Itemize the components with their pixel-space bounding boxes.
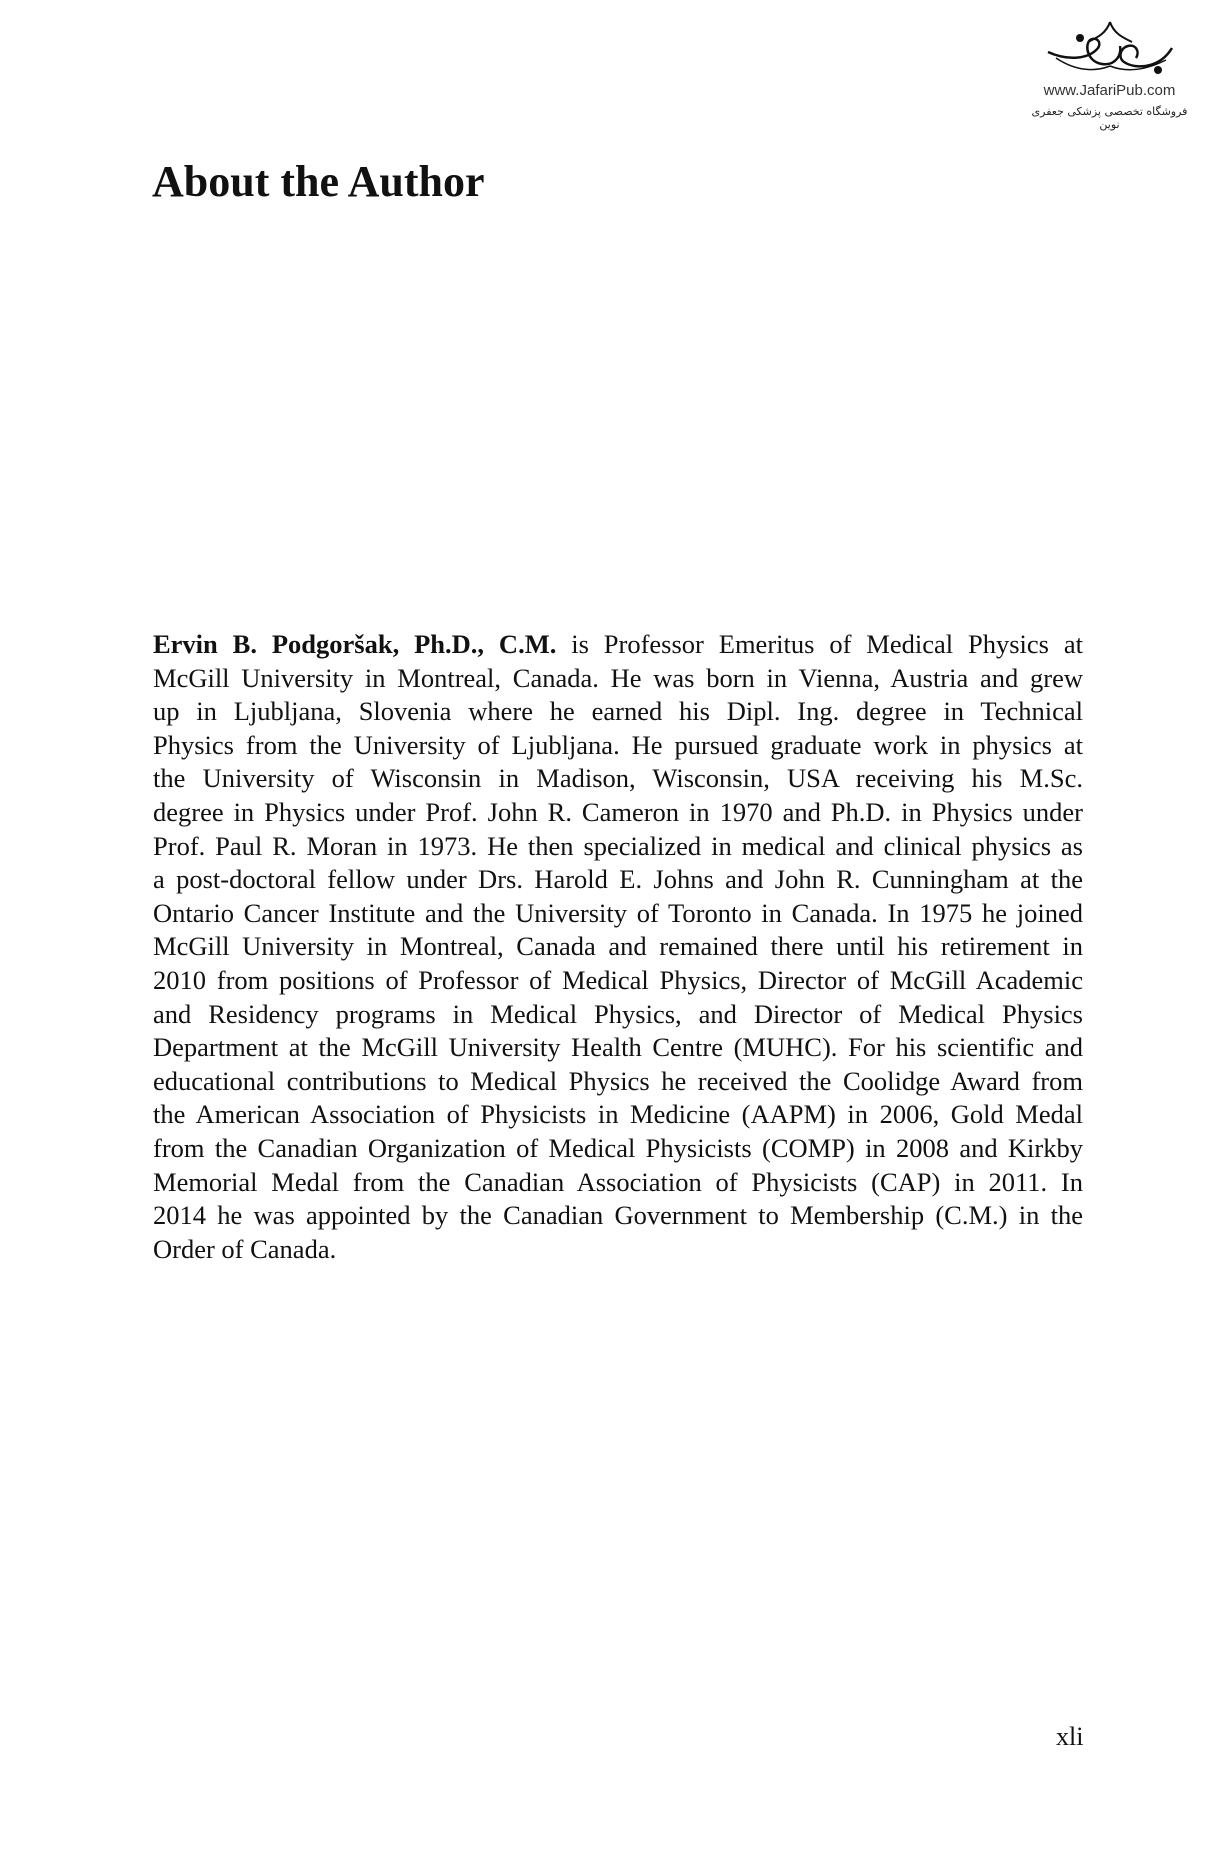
bio-line: educational contributions to Medical Physics he received the Coolidge Award from bbox=[153, 1065, 1083, 1096]
bio-line: the University of Wisconsin in Madison, Wisconsin, USA receiving his M.Sc. bbox=[153, 763, 1083, 794]
bio-line: and Residency programs in Medical Physics, and Director of Medical Physics bbox=[153, 998, 1083, 1029]
bio-line: the American Association of Physicists in Medicine (AAPM) in 2006, Gold Medal bbox=[153, 1099, 1083, 1130]
bio-line: Memorial Medal from the Canadian Association of Physicists (CAP) in 2011. In bbox=[153, 1166, 1083, 1197]
bio-line: McGill University in Montreal, Canada and remained there until his retirement in bbox=[153, 931, 1083, 962]
bio-first-line-text: is Professor Emeritus of Medical Physics at bbox=[556, 629, 1083, 659]
bio-line bbox=[153, 628, 1083, 662]
bio-line: Order of Canada. bbox=[153, 1233, 337, 1264]
publisher-watermark-logo bbox=[1022, 18, 1197, 131]
page-title: About the Author bbox=[152, 157, 485, 206]
bio-line: McGill University in Montreal, Canada. He was born in Vienna, Austria and grew bbox=[153, 662, 1083, 693]
bio-line: Physics from the University of Ljubljana. He pursued graduate work in physics at bbox=[153, 729, 1083, 760]
bio-line: 2010 from positions of Professor of Medical Physics, Director of McGill Academic bbox=[153, 964, 1083, 995]
bio-line: degree in Physics under Prof. John R. Cameron in 1970 and Ph.D. in Physics under bbox=[153, 796, 1083, 827]
bio-line: a post-doctoral fellow under Drs. Harold E. Johns and John R. Cunningham at the bbox=[153, 864, 1083, 895]
author-name: Ervin B. Podgoršak, Ph.D., C.M. bbox=[153, 629, 557, 659]
bio-line: Ontario Cancer Institute and the University of Toronto in Canada. In 1975 he joined bbox=[153, 897, 1083, 928]
bio-line: Department at the McGill University Health Centre (MUHC). For his scientific and bbox=[153, 1032, 1083, 1063]
bio-line: up in Ljubljana, Slovenia where he earned his Dipl. Ing. degree in Technical bbox=[153, 696, 1083, 727]
bio-line: Prof. Paul R. Moran in 1973. He then specialized in medical and clinical physics as bbox=[153, 830, 1083, 861]
watermark-url: www.JafariPub.com bbox=[1043, 82, 1176, 99]
bio-line: from the Canadian Organization of Medical Physicists (COMP) in 2008 and Kirkby bbox=[153, 1132, 1083, 1163]
page-number: xli bbox=[1056, 1722, 1084, 1751]
bio-line: 2014 he was appointed by the Canadian Government to Membership (C.M.) in the bbox=[153, 1200, 1083, 1231]
watermark-persian-text: فروشگاه تخصصی پزشکی جعفری نوین bbox=[1031, 105, 1188, 131]
author-biography bbox=[153, 628, 1083, 1266]
calligraphy-logo-icon bbox=[1040, 18, 1180, 80]
